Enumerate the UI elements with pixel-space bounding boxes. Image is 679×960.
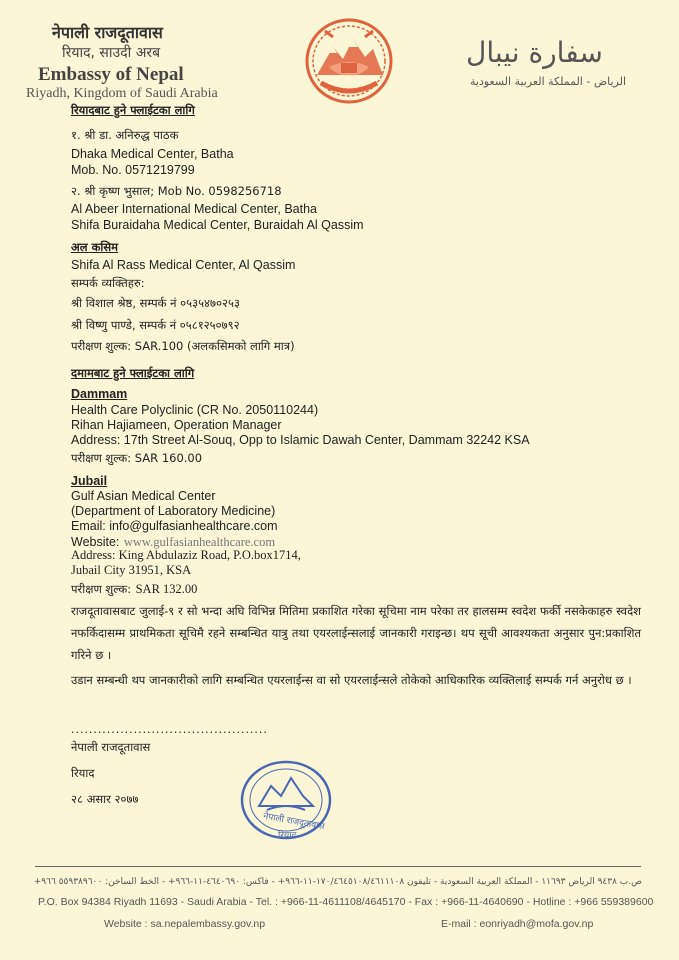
qassim-contact-label: सम्पर्क व्यक्तिहरु: bbox=[71, 276, 145, 290]
jubail-address2: Jubail City 31951, KSA bbox=[71, 563, 192, 577]
dammam-address: Address: 17th Street Al-Souq, Opp to Islamic Dawah Center, Dammam 32242 KSA bbox=[71, 433, 530, 447]
footer-arabic-address: ص.ب ٩٤٣٨ الرياض ١١٦٩٣ - المملكة العربية السعودية - تليفون ١٧٠/٤٦٤٥١٠٨/٤٦١١١٠٨-١١-٩٦٦+ - فاكس: ٤٦٤٠٦٩٠-١١-٩٦٦+ - الخط الساخن: ٥٥٩٣٨٩٦٠٠ ٩٦٦+ bbox=[33, 877, 642, 887]
seal-text-org: नेपाली राजदूतावास bbox=[262, 811, 326, 833]
signature-city: रियाद bbox=[71, 766, 95, 780]
footer-english-address: P.O. Box 94384 Riyadh 11693 - Saudi Arabia - Tel. : +966-11-4611108/4645170 - Fax : +966-11-4640690 - Hotline : +966 559389600 bbox=[38, 896, 654, 908]
header-arabic-name: سفارة نيبال bbox=[466, 36, 603, 69]
header-nepali-city: रियाद, साउदी अरब bbox=[62, 45, 161, 61]
riyadh-heading: रियादबाट हुने फ्लाईटका लागि bbox=[71, 103, 195, 117]
header-arabic-city: الرياض - المملكة العربية السعودية bbox=[470, 75, 627, 88]
embassy-seal bbox=[233, 754, 339, 850]
riyadh-contact1-mobile: Mob. No. 0571219799 bbox=[71, 163, 195, 177]
qassim-center: Shifa Al Rass Medical Center, Al Qassim bbox=[71, 258, 296, 272]
jubail-center: Gulf Asian Medical Center bbox=[71, 489, 216, 503]
dammam-city: Dammam bbox=[71, 387, 128, 401]
footer-website[interactable]: Website : sa.nepalembassy.gov.np bbox=[104, 918, 266, 930]
dammam-fee: परीक्षण शुल्क: SAR 160.00 bbox=[71, 451, 203, 465]
jubail-email: Email: info@gulfasianhealthcare.com bbox=[71, 519, 278, 533]
jubail-fee-value: SAR 132.00 bbox=[135, 582, 198, 596]
jubail-address1: Address: King Abdulaziz Road, P.O.box1714, bbox=[71, 548, 301, 562]
notice-paragraph-1: राजदूतावासबाट जुलाई-९ र सो भन्दा अघि विभिन्न मितिमा प्रकाशित गरेका सूचिमा नाम परेका तर हालसम्म स्वदेश फर्की नसकेकाहरु स्वदेश नफर्किदासम्म प्राथमिकता सूचिमै रहने सम्बन्धित यात्रु तथा एयरलाईन्सलाई जानकारी गराइन्छ। थप सूची आवश्यकता अनुसार पुन:प्रकाशित गरिने छ । bbox=[71, 604, 641, 662]
footer-email[interactable]: E-mail : eonriyadh@mofa.gov.np bbox=[441, 918, 594, 930]
riyadh-contact2-center2: Shifa Buraidaha Medical Center, Buraidah Al Qassim bbox=[71, 218, 364, 232]
qassim-fee: परीक्षण शुल्क: SAR.100 (अलकसिमको लागि मात्र) bbox=[71, 339, 295, 353]
jubail-fee-row bbox=[71, 580, 197, 598]
jubail-city: Jubail bbox=[71, 474, 108, 488]
footer-divider bbox=[35, 866, 641, 867]
signature-org: नेपाली राजदूतावास bbox=[71, 740, 151, 754]
qassim-contact1: श्री विशाल श्रेष्ठ, सम्पर्क नं ०५३५४७०२५३ bbox=[71, 296, 240, 310]
riyadh-contact2-center1: Al Abeer International Medical Center, Batha bbox=[71, 202, 317, 216]
seal-text-city: रियाद bbox=[278, 831, 297, 841]
header-nepali-name: नेपाली राजदूतावास bbox=[52, 23, 163, 42]
qassim-contact2: श्री विष्णु पाण्डे, सम्पर्क नं ०५८१२५०७९२ bbox=[71, 318, 240, 332]
notice-paragraph-2: उडान सम्बन्धी थप जानकारीको लागि सम्बन्धित एयरलाईन्स वा सो एयरलाईन्सले तोकेको आधिकारिक व्यक्तिलाई सम्पर्क गर्न अनुरोध छ । bbox=[71, 673, 632, 687]
header-english-name: Embassy of Nepal bbox=[38, 64, 184, 85]
nepal-emblem-icon bbox=[303, 17, 395, 110]
jubail-fee-label: परीक्षण शुल्क: bbox=[71, 582, 132, 596]
dammam-section-heading: दमामबाट हुने फ्लाईटका लागि bbox=[71, 366, 195, 380]
dammam-person: Rihan Hajiameen, Operation Manager bbox=[71, 418, 282, 432]
dammam-center: Health Care Polyclinic (CR No. 2050110244) bbox=[71, 403, 319, 417]
jubail-website-link[interactable]: www.gulfasianhealthcare.com bbox=[123, 535, 276, 549]
qassim-heading: अल कसिम bbox=[71, 240, 119, 254]
jubail-department: (Department of Laboratory Medicine) bbox=[71, 504, 276, 518]
header-english-city: Riyadh, Kingdom of Saudi Arabia bbox=[26, 86, 218, 101]
jubail-website-label: Website: bbox=[71, 535, 120, 549]
riyadh-contact1-center: Dhaka Medical Center, Batha bbox=[71, 147, 234, 161]
riyadh-contact1-name: १. श्री डा. अनिरुद्ध पाठक bbox=[71, 128, 179, 142]
signature-line: ............................................ bbox=[71, 722, 268, 736]
riyadh-contact2-name: २. श्री कृष्ण भुसाल; Mob No. 0598256718 bbox=[71, 184, 282, 198]
signature-date: २८ असार २०७७ bbox=[71, 792, 139, 806]
